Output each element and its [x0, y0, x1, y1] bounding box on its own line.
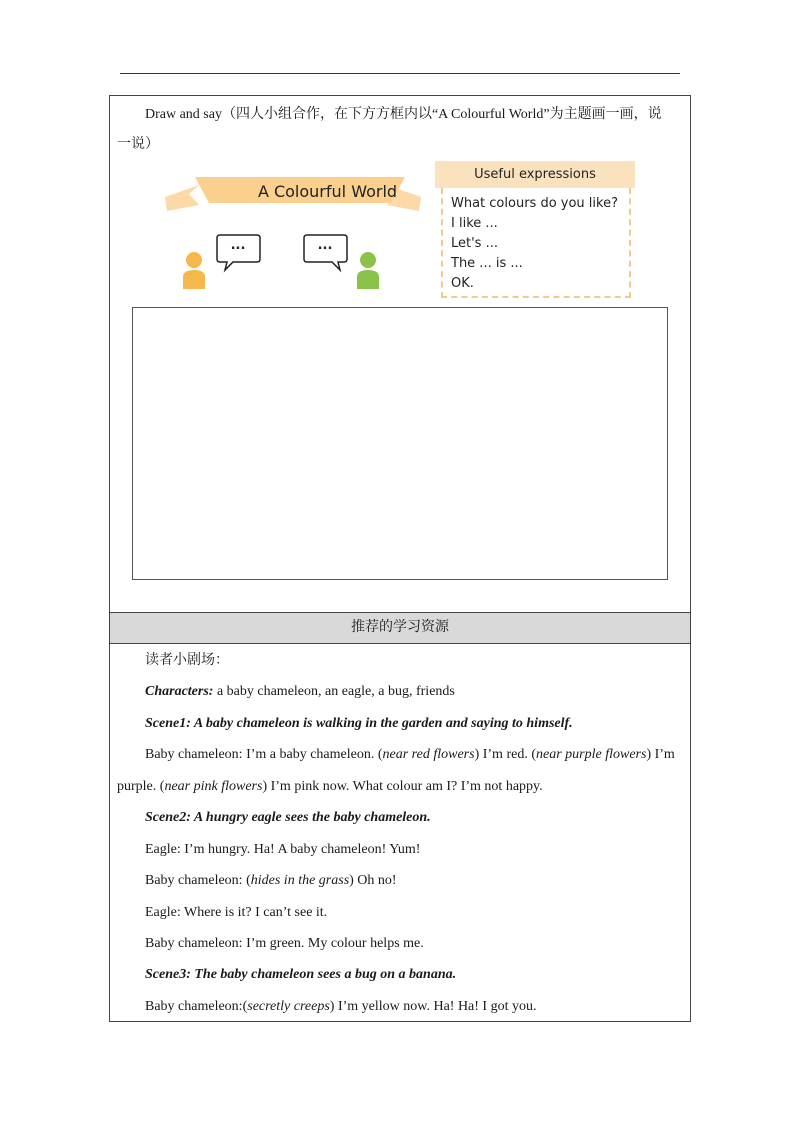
person-orange-icon — [181, 251, 207, 289]
scene3-heading: Scene3: The baby chameleon sees a bug on a banana. — [145, 967, 457, 982]
dialogue-line: Baby chameleon: (hides in the grass) Oh no! — [145, 873, 397, 888]
characters-text: a baby chameleon, an eagle, a bug, friends — [213, 684, 455, 699]
section-header-resources: 推荐的学习资源 — [110, 612, 690, 644]
useful-line: What colours do you like? — [451, 196, 618, 211]
scene2-heading: Scene2: A hungry eagle sees the baby chameleon. — [145, 810, 431, 825]
task-instruction-line1: Draw and say（四人小组合作，在下方方框内以“A Colourful World”为主题画一画，说 — [145, 107, 662, 122]
drawing-area[interactable] — [132, 307, 668, 580]
banner-title: A Colourful World — [257, 182, 398, 201]
task-instruction-line2: 一说） — [117, 137, 159, 152]
worksheet-table — [109, 95, 691, 1022]
header-rule — [120, 73, 680, 74]
dialogue-line: Baby chameleon: I’m a baby chameleon. (near red flowers) I’m red. (near purple flowers) I’m — [145, 747, 675, 762]
script-intro: 读者小剧场： — [145, 653, 229, 668]
dialogue-line: Baby chameleon:(secretly creeps) I’m yellow now. Ha! Ha! I got you. — [145, 999, 537, 1014]
useful-expressions-box — [441, 188, 631, 298]
resources-cell — [110, 644, 690, 1021]
scene1-heading: Scene1: A baby chameleon is walking in the garden and saying to himself. — [145, 716, 573, 731]
speech-bubble-left-text: ... — [230, 238, 246, 253]
useful-line: I like ... — [451, 216, 498, 231]
useful-line: Let's ... — [451, 236, 498, 251]
dialogue-line: purple. (near pink flowers) I’m pink now. What colour am I? I’m not happy. — [117, 779, 543, 794]
speech-bubble-right-text: ... — [317, 238, 333, 253]
dialogue-line: Eagle: I’m hungry. Ha! A baby chameleon! Yum! — [145, 842, 421, 857]
useful-line: OK. — [451, 276, 474, 291]
dialogue-line: Baby chameleon: I’m green. My colour helps me. — [145, 936, 424, 951]
useful-expressions-title: Useful expressions — [435, 161, 635, 188]
characters-line — [145, 682, 455, 702]
useful-line: The ... is ... — [451, 256, 523, 271]
illustration — [165, 161, 645, 301]
dialogue-line: Eagle: Where is it? I can’t see it. — [145, 905, 328, 920]
characters-label: Characters: — [145, 684, 214, 699]
draw-and-say-cell — [110, 96, 690, 612]
person-green-icon — [355, 251, 381, 289]
